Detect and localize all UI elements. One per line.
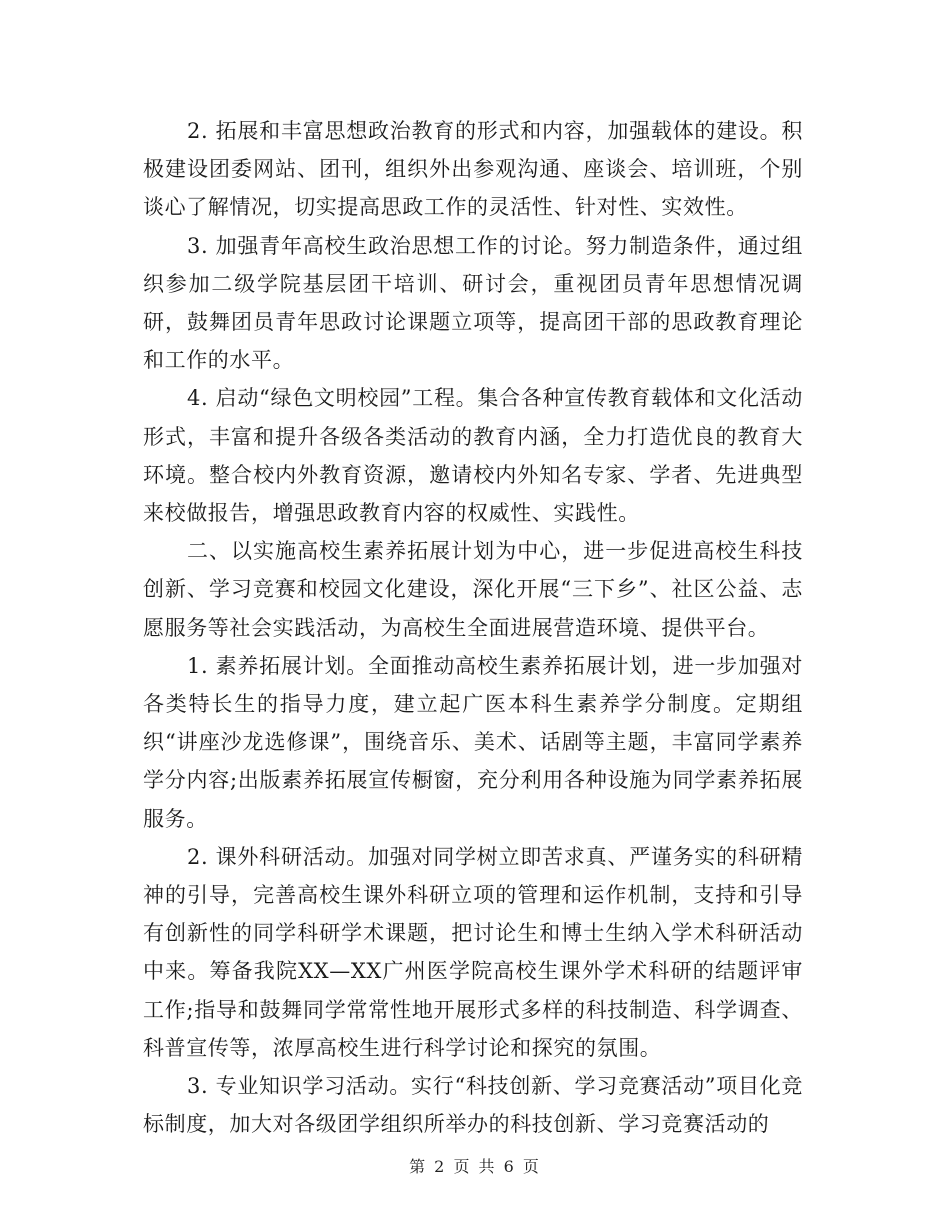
paragraph-item-4: 4. 启动“绿色文明校园”工程。集合各种宣传教育载体和文化活动形式，丰富和提升各级各类活动的教育内涵，全力打造优良的教育大环境。整合校内外教育资源，邀请校内外知名专家、学者、先进典型来校做报告，增强思政教育内容的权威性、实践性。 — [143, 386, 803, 526]
paragraph-item-study: 3. 专业知识学习活动。实行“科技创新、学习竞赛活动”项目化竞标制度，加大对各级团学组织所举办的科技创新、学习竞赛活动的 — [143, 1074, 803, 1137]
section-heading-2: 二、以实施高校生素养拓展计划为中心，进一步促进高校生科技创新、学习竞赛和校园文化建设，深化开展“三下乡”、社区公益、志愿服务等社会实践活动，为高校生全面进展营造环境、提供平台。 — [143, 539, 803, 640]
paragraph-item-quality-plan: 1. 素养拓展计划。全面推动高校生素养拓展计划，进一步加强对各类特长生的指导力度，建立起广医本科生素养学分制度。定期组织“讲座沙龙选修课”，围绕音乐、美术、话剧等主题，丰富同学素养学分内容;出版素养拓展宣传橱窗，充分利用各种设施为同学素养拓展服务。 — [143, 653, 803, 831]
page-footer: 第 2 页 共 6 页 — [409, 1157, 541, 1176]
paragraph-item-3: 3. 加强青年高校生政治思想工作的讨论。努力制造条件，通过组织参加二级学院基层团干培训、研讨会，重视团员青年思想情况调研，鼓舞团员青年思政讨论课题立项等，提高团干部的思政教育理论和工作的水平。 — [143, 233, 803, 373]
document-body — [143, 112, 803, 1143]
paragraph-item-research: 2. 课外科研活动。加强对同学树立即苦求真、严谨务实的科研精神的引导，完善高校生课外科研立项的管理和运作机制，支持和引导有创新性的同学科研学术课题，把讨论生和博士生纳入学术科研活动中来。筹备我院XX—XX广州医学院高校生课外学术科研的结题评审工作;指导和鼓舞同学常常性地开展形式多样的科技制造、科学调查、科普宣传等，浓厚高校生进行科学讨论和探究的氛围。 — [143, 844, 803, 1060]
paragraph-item-2: 2. 拓展和丰富思想政治教育的形式和内容，加强载体的建设。积极建设团委网站、团刊，组织外出参观沟通、座谈会、培训班，个别谈心了解情况，切实提高思政工作的灵活性、针对性、实效性。 — [143, 119, 803, 220]
